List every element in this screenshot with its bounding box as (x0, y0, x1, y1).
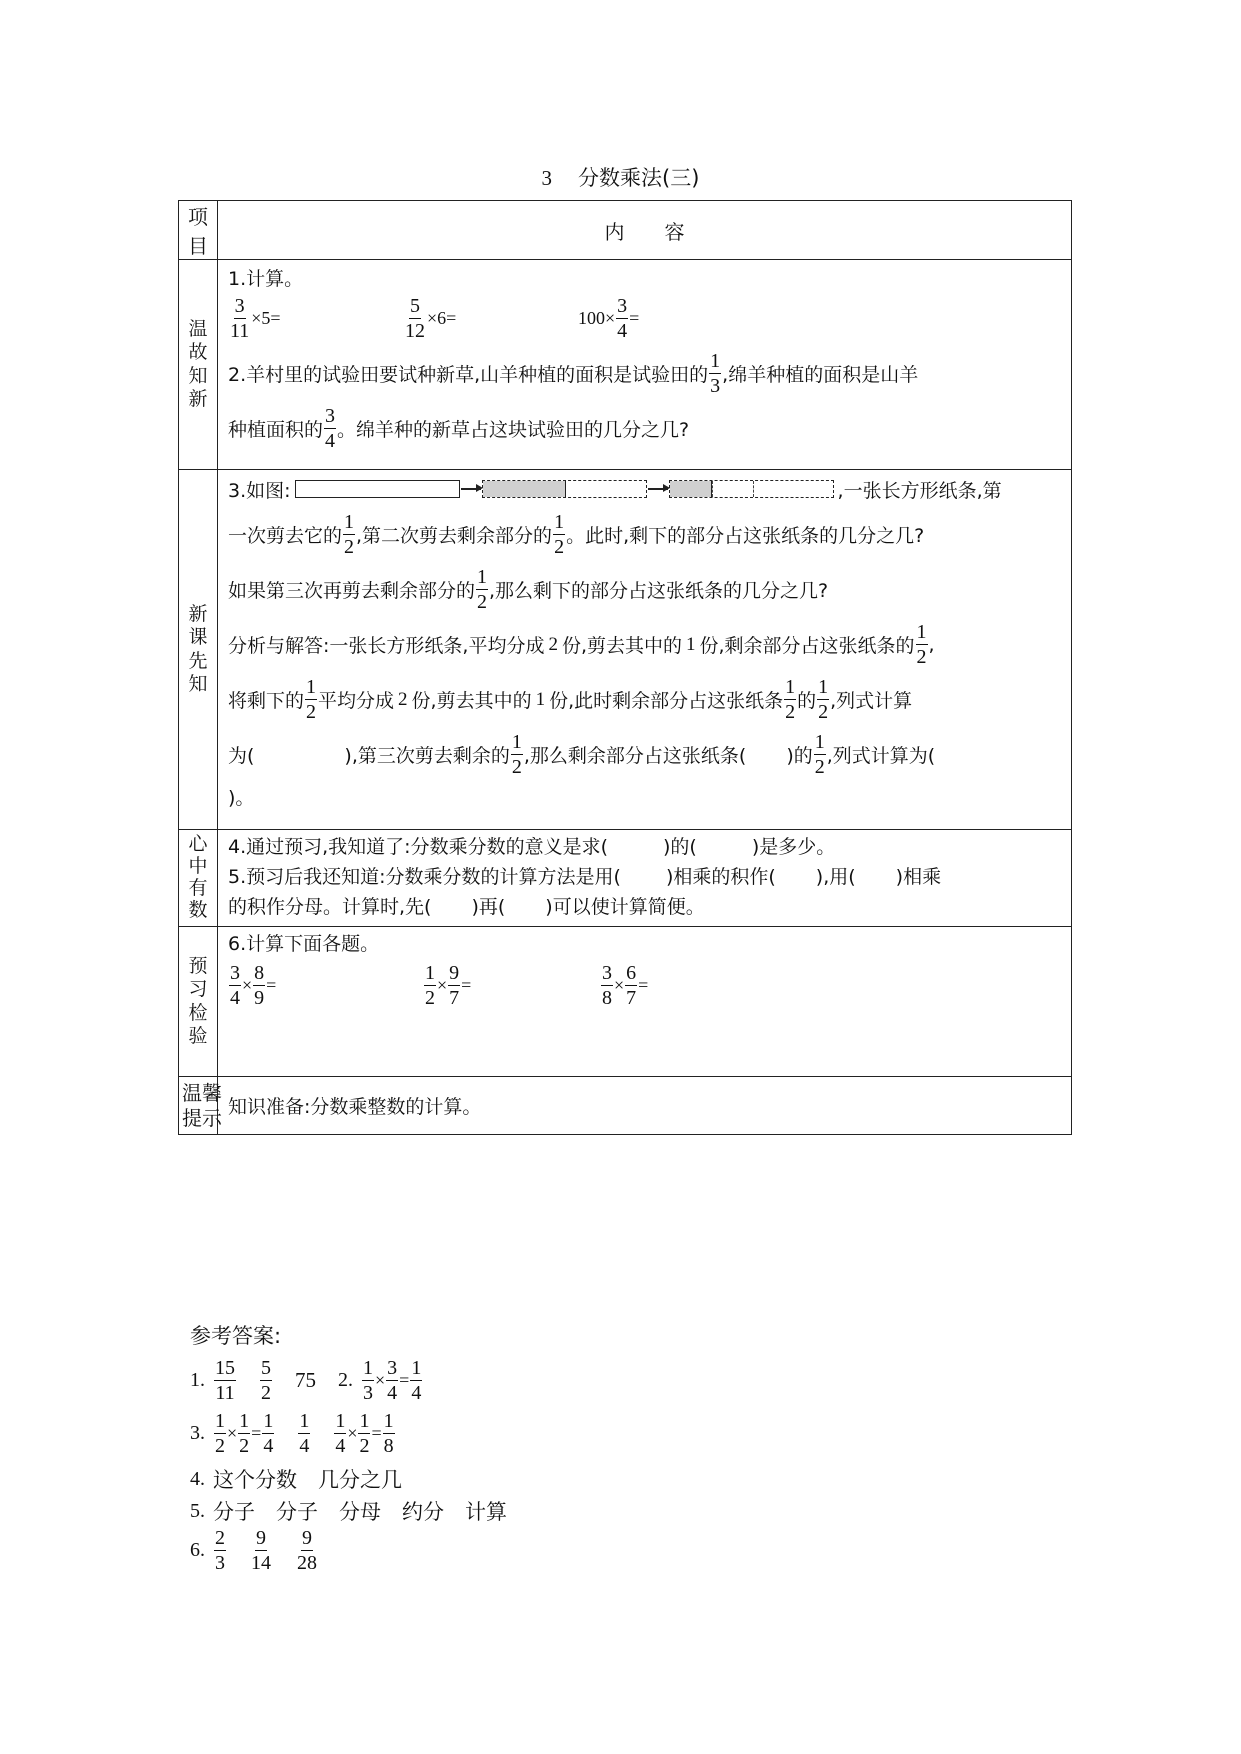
q2-line-2: 种植面积的 $\frac{3}{4}$ 。绵羊种的新草占这块试验田的几分之几? (228, 405, 690, 452)
q3-line-6: 为( ),第三次剪去剩余的 $\frac{1}{2}$ ,那么剩余部分占这张纸条( )的 $\frac{1}{2}$ ,列式计算为( (228, 731, 936, 778)
tip-row (179, 1077, 1072, 1135)
preview-content (218, 470, 1072, 830)
q3-line-7: )。 (228, 787, 255, 809)
q1-expr-2: $\frac{5}{12}$ ×6= (405, 295, 457, 342)
q1-expr-3: 100× $\frac{3}{4}$ = (578, 295, 640, 342)
preview-row (179, 470, 1072, 830)
check-label: 预习检验 (188, 955, 208, 1047)
q4-line: 4.通过预习,我知道了:分数乘分数的意义是求( )的( )是多少。 (228, 836, 836, 858)
answer-6: 6. $\frac{2}{3}$ $\frac{9}{14}$ $\frac{9}{28}$ (190, 1527, 317, 1574)
q6-expr-1: $\frac{3}{4}$ × $\frac{8}{9}$ = (230, 962, 277, 1009)
q6-title: 6.计算下面各题。 (228, 933, 380, 955)
q3-line-3: 如果第三次再剪去剩余部分的 $\frac{1}{2}$ ,那么剩下的部分占这张纸条的几分之几? (228, 566, 829, 613)
q5-line-1: 5.预习后我还知道:分数乘分数的计算方法是用( )相乘的积作( ),用( )相乘 (228, 866, 942, 888)
strip-first-cut (482, 480, 647, 498)
q2-line-1: 2.羊村里的试验田要试种新草,山羊种植的面积是试验田的 $\frac{1}{3}$ ,绵羊种植的面积是山羊 (228, 350, 919, 397)
answer-key (190, 1320, 507, 1581)
q3-line-1: 3.如图: ,一张长方形纸条,第 (228, 479, 1002, 502)
mind-row (179, 830, 1072, 927)
q1-title: 1.计算。 (228, 268, 304, 290)
check-content (218, 927, 1072, 1077)
q1-expressions (228, 296, 1061, 341)
mind-content (218, 830, 1072, 927)
answer-5: 5. 分子 分子 分母 约分 计算 (190, 1499, 507, 1524)
answer-4: 4. 这个分数 几分之几 (190, 1467, 402, 1492)
header-item: 项目 (179, 201, 218, 260)
review-content (218, 260, 1072, 470)
lesson-title: 分数乘法(三) (578, 166, 700, 190)
table-header-row (179, 201, 1072, 260)
arrow-icon (461, 488, 481, 490)
q1-expr-1: $\frac{3}{11}$ ×5= (230, 295, 281, 342)
answer-3: 3. $\frac{1}{2}$ × $\frac{1}{2}$ = $\frac{1}{4}$ $\frac{1}{4}$ $\frac{1}{4}$ × $\frac{1}{2}$ = $\frac{1}{8}$ (190, 1410, 394, 1457)
paper-strip-figure (295, 480, 834, 498)
mind-label: 心中有数 (188, 833, 208, 921)
preview-label: 新课先知 (188, 603, 208, 695)
q3-line-4: 分析与解答:一张长方形纸条,平均分成 2 份,剪去其中的 1 份,剩余部分占这张纸条的 $\frac{1}{2}$ , (228, 621, 935, 668)
answer-1-2: 1. $\frac{15}{11}$ $\frac{5}{2}$ 75 2. $\frac{1}{3}$ × $\frac{3}{4}$ = $\frac{1}{4}$ (190, 1357, 422, 1404)
lesson-number: 3 (541, 166, 553, 190)
q6-expr-2: $\frac{1}{2}$ × $\frac{9}{7}$ = (425, 962, 472, 1009)
page-title (0, 162, 1241, 192)
check-row (179, 927, 1072, 1077)
arrow-icon (648, 488, 668, 490)
q5-line-2: 的积作分母。计算时,先( )再( )可以使计算简便。 (228, 896, 705, 918)
q3-line-2: 一次剪去它的 $\frac{1}{2}$ ,第二次剪去剩余部分的 $\frac{1}{2}$ 。此时,剩下的部分占这张纸条的几分之几? (228, 511, 925, 558)
q6-expr-3: $\frac{3}{8}$ × $\frac{6}{7}$ = (602, 962, 649, 1009)
review-label: 温故知新 (188, 318, 208, 410)
strip-full (295, 480, 460, 498)
header-content: 内 容 (218, 201, 1072, 260)
q3-line-5: 将剩下的 $\frac{1}{2}$ 平均分成 2 份,剪去其中的 1 份,此时剩余部分占这张纸条 $\frac{1}{2}$ 的 $\frac{1}{2}$ ,列式计算 (228, 676, 913, 723)
tip-content: 知识准备:分数乘整数的计算。 (218, 1077, 1072, 1135)
answer-title: 参考答案: (190, 1324, 282, 1348)
strip-second-cut (669, 480, 834, 498)
review-row (179, 260, 1072, 470)
q6-expressions (228, 963, 1061, 1008)
worksheet-table (178, 200, 1072, 1135)
tip-label: 温馨提示 (182, 1080, 222, 1130)
